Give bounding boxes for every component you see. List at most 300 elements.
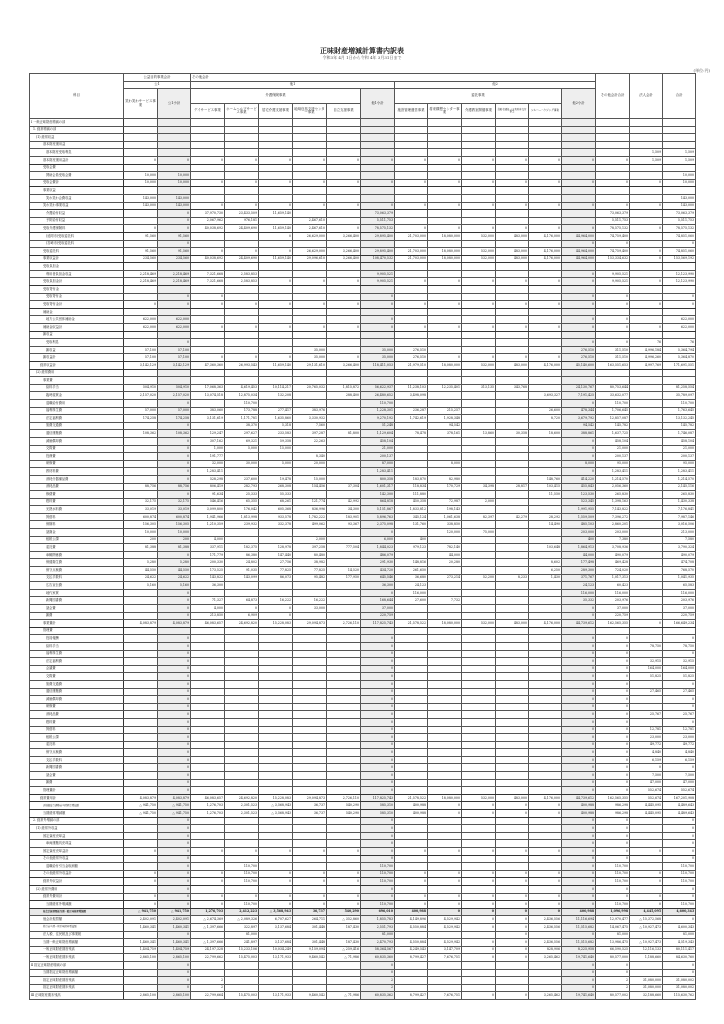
- cell-value: [225, 696, 259, 704]
- table-row: [30, 923, 696, 931]
- table-row: [30, 415, 696, 423]
- cell-value: 4,489,643: [663, 810, 696, 818]
- cell-value: 0: [529, 802, 562, 810]
- cell-value: [259, 635, 293, 643]
- cell-value: [496, 308, 529, 316]
- header-ta2-c: 介護教室開催事業: [462, 104, 496, 119]
- cell-value: [529, 605, 562, 613]
- cell-value: [630, 331, 663, 339]
- cell-value: 26,480,652: [361, 392, 395, 400]
- cell-value: [293, 787, 327, 795]
- cell-value: 469,428: [596, 559, 630, 567]
- cell-value: 345,124: [395, 513, 428, 521]
- cell-value: [496, 688, 529, 696]
- cell-value: 0: [663, 969, 696, 977]
- cell-value: [225, 642, 259, 650]
- table-row: [30, 430, 696, 438]
- cell-value: [259, 270, 293, 278]
- cell-value: 2,301,523: [225, 802, 259, 810]
- cell-value: 213,000: [663, 529, 696, 537]
- cell-value: 200: [124, 536, 158, 544]
- table-row: [30, 832, 696, 840]
- cell-value: 2,865,100: [124, 992, 158, 1000]
- table-row: [30, 992, 696, 1000]
- cell-value: 4,149,896: [395, 916, 428, 924]
- cell-value: [596, 164, 630, 172]
- cell-value: [496, 551, 529, 559]
- cell-value: [529, 270, 562, 278]
- cell-value: [191, 627, 225, 635]
- row-label: 修繕費: [30, 491, 124, 499]
- cell-value: [428, 696, 462, 704]
- cell-value: [496, 187, 529, 195]
- cell-value: [293, 399, 327, 407]
- cell-value: [124, 863, 158, 871]
- cell-value: 19,741,640: [562, 954, 596, 962]
- cell-value: [293, 840, 327, 848]
- table-row: [30, 301, 696, 309]
- cell-value: [663, 126, 696, 134]
- cell-value: 0: [158, 293, 191, 301]
- cell-value: 0: [462, 893, 496, 901]
- table-row: [30, 870, 696, 878]
- cell-value: 0: [596, 635, 630, 643]
- cell-value: [293, 711, 327, 719]
- cell-value: 110,700: [225, 878, 259, 886]
- cell-value: [191, 680, 225, 688]
- cell-value: 35,000: [361, 354, 395, 362]
- cell-value: 301,448: [293, 939, 327, 947]
- cell-value: 57,000: [124, 407, 158, 415]
- cell-value: 0: [293, 278, 327, 286]
- cell-value: [529, 293, 562, 301]
- cell-value: 56,622,937: [361, 384, 395, 392]
- cell-value: [225, 126, 259, 134]
- cell-value: [596, 263, 630, 271]
- cell-value: 173,788: [225, 407, 259, 415]
- cell-value: 0: [562, 984, 596, 992]
- cell-value: 4,083,879: [158, 620, 191, 628]
- cell-value: 34,398: [462, 483, 496, 491]
- cell-value: 0: [562, 893, 596, 901]
- cell-value: [124, 642, 158, 650]
- table-row: [30, 286, 696, 294]
- cell-value: 2,000: [462, 498, 496, 506]
- cell-value: [630, 468, 663, 476]
- cell-value: [395, 650, 428, 658]
- cell-value: 162,565,355: [596, 620, 630, 628]
- cell-value: 6,707,627: [259, 916, 293, 924]
- cell-value: 36,737: [293, 908, 327, 916]
- cell-value: 0: [361, 961, 395, 969]
- cell-value: 4,176,000: [529, 794, 562, 802]
- cell-value: 0: [562, 832, 596, 840]
- cell-value: 0: [361, 635, 395, 643]
- cell-value: [191, 961, 225, 969]
- row-label: 委託費: [30, 544, 124, 552]
- cell-value: [124, 961, 158, 969]
- table-row: [30, 324, 696, 332]
- cell-value: [462, 551, 496, 559]
- cell-value: 36,737: [293, 810, 327, 818]
- cell-value: [327, 931, 361, 939]
- cell-value: 66,590,525: [596, 946, 630, 954]
- cell-value: 0: [259, 901, 293, 909]
- table-row: [30, 764, 696, 772]
- cell-value: [630, 399, 663, 407]
- cell-value: 0: [630, 893, 663, 901]
- cell-value: 0: [225, 893, 259, 901]
- cell-value: [630, 612, 663, 620]
- row-label: 受取寄付金: [30, 293, 124, 301]
- cell-value: 110,700: [225, 863, 259, 871]
- cell-value: [293, 756, 327, 764]
- cell-value: [529, 437, 562, 445]
- cell-value: 1,991,955: [562, 506, 596, 514]
- cell-value: 0: [562, 885, 596, 893]
- row-label: 指定正味財産期首残高: [30, 977, 124, 985]
- cell-value: [562, 119, 596, 127]
- cell-value: 540,290: [327, 802, 361, 810]
- cell-value: △ 941,750: [124, 802, 158, 810]
- cell-value: [462, 399, 496, 407]
- cell-value: 1,855,783: [361, 916, 395, 924]
- cell-value: [630, 574, 663, 582]
- cell-value: [225, 658, 259, 666]
- cell-value: [529, 772, 562, 780]
- cell-value: [293, 650, 327, 658]
- cell-value: [124, 119, 158, 127]
- cell-value: 313,135: [462, 384, 496, 392]
- cell-value: 397,287: [293, 430, 327, 438]
- cell-value: 0: [225, 354, 259, 362]
- cell-value: 13,074,518: [191, 392, 225, 400]
- cell-value: [124, 749, 158, 757]
- cell-value: [191, 187, 225, 195]
- cell-value: [496, 407, 529, 415]
- cell-value: [496, 984, 529, 992]
- cell-value: 0: [596, 832, 630, 840]
- cell-value: [158, 126, 191, 134]
- cell-value: [293, 210, 327, 218]
- cell-value: [529, 460, 562, 468]
- cell-value: [496, 141, 529, 149]
- cell-value: 0: [630, 878, 663, 886]
- cell-value: 174,258: [124, 415, 158, 423]
- cell-value: [529, 711, 562, 719]
- row-label: 事業費計: [30, 620, 124, 628]
- row-label: 受取委託料: [30, 248, 124, 256]
- row-label: 保守点検費: [30, 749, 124, 757]
- cell-value: 0: [158, 339, 191, 347]
- table-row: [30, 460, 696, 468]
- cell-value: 19,741,640: [562, 992, 596, 1000]
- cell-value: 58,364,567: [361, 946, 395, 954]
- cell-value: 0: [562, 817, 596, 825]
- cell-value: 311,510: [596, 346, 630, 354]
- cell-value: [124, 141, 158, 149]
- cell-value: [630, 172, 663, 180]
- cell-value: 0: [428, 278, 462, 286]
- cell-value: [428, 346, 462, 354]
- cell-value: [395, 339, 428, 347]
- cell-value: [259, 589, 293, 597]
- cell-value: 20,280: [428, 559, 462, 567]
- cell-value: 0: [562, 711, 596, 719]
- row-label: 一般正味財産期末残高: [30, 954, 124, 962]
- cell-value: 0: [361, 529, 395, 537]
- cell-value: [428, 642, 462, 650]
- cell-value: 0: [361, 650, 395, 658]
- cell-value: 148,760: [529, 475, 562, 483]
- row-label: 役員報酬: [30, 635, 124, 643]
- cell-value: 4,529,942: [428, 916, 462, 924]
- cell-value: 2: [191, 984, 225, 992]
- cell-value: 21,000: [361, 445, 395, 453]
- cell-value: [663, 377, 696, 385]
- row-label: その他経常外収益計: [30, 870, 124, 878]
- cell-value: 622,000: [124, 316, 158, 324]
- cell-value: [630, 885, 663, 893]
- cell-value: [293, 293, 327, 301]
- cell-value: 7,380: [596, 536, 630, 544]
- cell-value: [191, 377, 225, 385]
- cell-value: 1,742,619: [395, 415, 428, 423]
- cell-value: [630, 559, 663, 567]
- cell-value: 8,000: [562, 460, 596, 468]
- cell-value: [293, 665, 327, 673]
- cell-value: [462, 369, 496, 377]
- cell-value: [529, 172, 562, 180]
- cell-value: 7,321,668: [191, 270, 225, 278]
- cell-value: 4,840: [663, 749, 696, 757]
- cell-value: [191, 885, 225, 893]
- cell-value: [529, 422, 562, 430]
- cell-value: 118,834: [395, 483, 428, 491]
- cell-value: 40,038,692: [191, 255, 225, 263]
- cell-value: 0: [158, 984, 191, 992]
- cell-value: [225, 688, 259, 696]
- table-row: [30, 149, 696, 157]
- cell-value: 57,100: [124, 346, 158, 354]
- cell-value: [630, 582, 663, 590]
- table-row: [30, 863, 696, 871]
- cell-value: 0: [158, 931, 191, 939]
- cell-value: 0: [529, 810, 562, 818]
- cell-value: [124, 969, 158, 977]
- cell-value: [124, 331, 158, 339]
- row-label: 笑わ笑わ会費収益: [30, 194, 124, 202]
- cell-value: 0: [562, 605, 596, 613]
- row-label: 減価償却費: [30, 696, 124, 704]
- cell-value: 0: [361, 673, 395, 681]
- cell-value: 2,056,360: [596, 483, 630, 491]
- cell-value: 80,480: [293, 551, 327, 559]
- cell-value: 532,000: [462, 794, 496, 802]
- cell-value: 0: [562, 961, 596, 969]
- cell-value: [562, 217, 596, 225]
- table-row: [30, 521, 696, 529]
- cell-value: 11,659,140: [259, 362, 293, 370]
- cell-value: 31,080,002: [663, 977, 696, 985]
- cell-value: 0: [462, 202, 496, 210]
- cell-value: 0: [562, 718, 596, 726]
- cell-value: 1,283,411: [361, 468, 395, 476]
- cell-value: [225, 703, 259, 711]
- cell-value: [428, 612, 462, 620]
- cell-value: 1,283,411: [663, 468, 696, 476]
- cell-value: 2: [361, 977, 395, 985]
- cell-value: [663, 627, 696, 635]
- cell-value: [462, 658, 496, 666]
- cell-value: 78,575,132: [663, 225, 696, 233]
- cell-value: [259, 885, 293, 893]
- cell-value: [191, 126, 225, 134]
- cell-value: 0: [529, 301, 562, 309]
- cell-value: 177,950: [327, 574, 361, 582]
- cell-value: [327, 711, 361, 719]
- table-row: [30, 210, 696, 218]
- cell-value: [124, 589, 158, 597]
- cell-value: 22,799,662: [191, 954, 225, 962]
- cell-value: [630, 521, 663, 529]
- cell-value: [327, 969, 361, 977]
- cell-value: [462, 612, 496, 620]
- cell-value: 1,430: [529, 574, 562, 582]
- row-label: 研修費: [30, 703, 124, 711]
- cell-value: [395, 437, 428, 445]
- cell-value: [293, 764, 327, 772]
- cell-value: 0: [496, 324, 529, 332]
- cell-value: 0: [158, 605, 191, 613]
- cell-value: 78,750: [630, 642, 663, 650]
- cell-value: 2,436,556: [529, 939, 562, 947]
- table-row: [30, 384, 696, 392]
- cell-value: [630, 506, 663, 514]
- cell-value: 3,131,619: [191, 415, 225, 423]
- cell-value: 213,850: [191, 612, 225, 620]
- cell-value: 81,800: [327, 430, 361, 438]
- cell-value: 0: [663, 817, 696, 825]
- cell-value: [395, 726, 428, 734]
- cell-value: [293, 817, 327, 825]
- cell-value: [496, 119, 529, 127]
- cell-value: [124, 703, 158, 711]
- cell-value: [259, 308, 293, 316]
- cell-value: 4,445,095: [630, 802, 663, 810]
- cell-value: 13,860: [462, 430, 496, 438]
- cell-value: 277,417: [259, 407, 293, 415]
- cell-value: 142,300: [361, 491, 395, 499]
- cell-value: 1,460,341: [158, 923, 191, 931]
- cell-value: 0: [361, 832, 395, 840]
- cell-value: 383,976: [293, 407, 327, 415]
- cell-value: 2,402,091: [158, 916, 191, 924]
- cell-value: [529, 536, 562, 544]
- cell-value: 0: [361, 855, 395, 863]
- cell-value: 81,000: [596, 931, 630, 939]
- cell-value: 0: [124, 893, 158, 901]
- cell-value: 0: [225, 156, 259, 164]
- row-label: 補助金: [30, 308, 124, 316]
- cell-value: [630, 961, 663, 969]
- cell-value: 0: [562, 901, 596, 909]
- cell-value: [259, 817, 293, 825]
- cell-value: 88,756: [158, 483, 191, 491]
- cell-value: 0: [259, 870, 293, 878]
- cell-value: 0: [630, 248, 663, 256]
- table-row: [30, 627, 696, 635]
- cell-value: 0: [158, 696, 191, 704]
- cell-value: 116,000: [596, 589, 630, 597]
- cell-value: [496, 977, 529, 985]
- table-row: [30, 263, 696, 271]
- cell-value: [158, 308, 191, 316]
- table-row: [30, 711, 696, 719]
- cell-value: 0: [158, 840, 191, 848]
- cell-value: 171,779: [191, 551, 225, 559]
- cell-value: [191, 316, 225, 324]
- cell-value: 37,970,730: [191, 210, 225, 218]
- cell-value: [663, 308, 696, 316]
- cell-value: [630, 475, 663, 483]
- cell-value: 0: [361, 779, 395, 787]
- cell-value: 0: [562, 437, 596, 445]
- cell-value: 0: [562, 696, 596, 704]
- cell-value: [293, 642, 327, 650]
- cell-value: 450,358: [395, 498, 428, 506]
- cell-value: [630, 437, 663, 445]
- cell-value: [529, 961, 562, 969]
- table-row: [30, 407, 696, 415]
- cell-value: 532,000: [462, 232, 496, 240]
- cell-value: 483,000: [496, 248, 529, 256]
- cell-value: 276,510: [562, 354, 596, 362]
- cell-value: [259, 172, 293, 180]
- cell-value: [259, 642, 293, 650]
- cell-value: [395, 885, 428, 893]
- cell-value: 148,816: [395, 559, 428, 567]
- cell-value: [327, 468, 361, 476]
- cell-value: [428, 885, 462, 893]
- cell-value: [529, 119, 562, 127]
- cell-value: 11,659,140: [259, 255, 293, 263]
- cell-value: 0: [361, 711, 395, 719]
- table-row: [30, 635, 696, 643]
- cell-value: 1,637,725: [596, 430, 630, 438]
- cell-value: [327, 627, 361, 635]
- cell-value: 18,080,000: [428, 794, 462, 802]
- table-row: [30, 119, 696, 127]
- cell-value: [158, 331, 191, 339]
- cell-value: [428, 308, 462, 316]
- cell-value: [395, 688, 428, 696]
- cell-value: [630, 293, 663, 301]
- cell-value: 29,895,400: [361, 232, 395, 240]
- cell-value: [663, 369, 696, 377]
- row-label: 法定福利費: [30, 658, 124, 666]
- cell-value: 0: [293, 324, 327, 332]
- row-label: 広告宣伝費: [30, 582, 124, 590]
- cell-value: 0: [259, 324, 293, 332]
- cell-value: [596, 149, 630, 157]
- cell-value: [124, 308, 158, 316]
- cell-value: 3,266,400: [327, 232, 361, 240]
- table-row: [30, 673, 696, 681]
- row-label: 諸会費: [30, 605, 124, 613]
- document-period: 令和3年 4月 1日から令和 4年 3月31日まで: [322, 55, 402, 60]
- row-label: 事業費: [30, 377, 124, 385]
